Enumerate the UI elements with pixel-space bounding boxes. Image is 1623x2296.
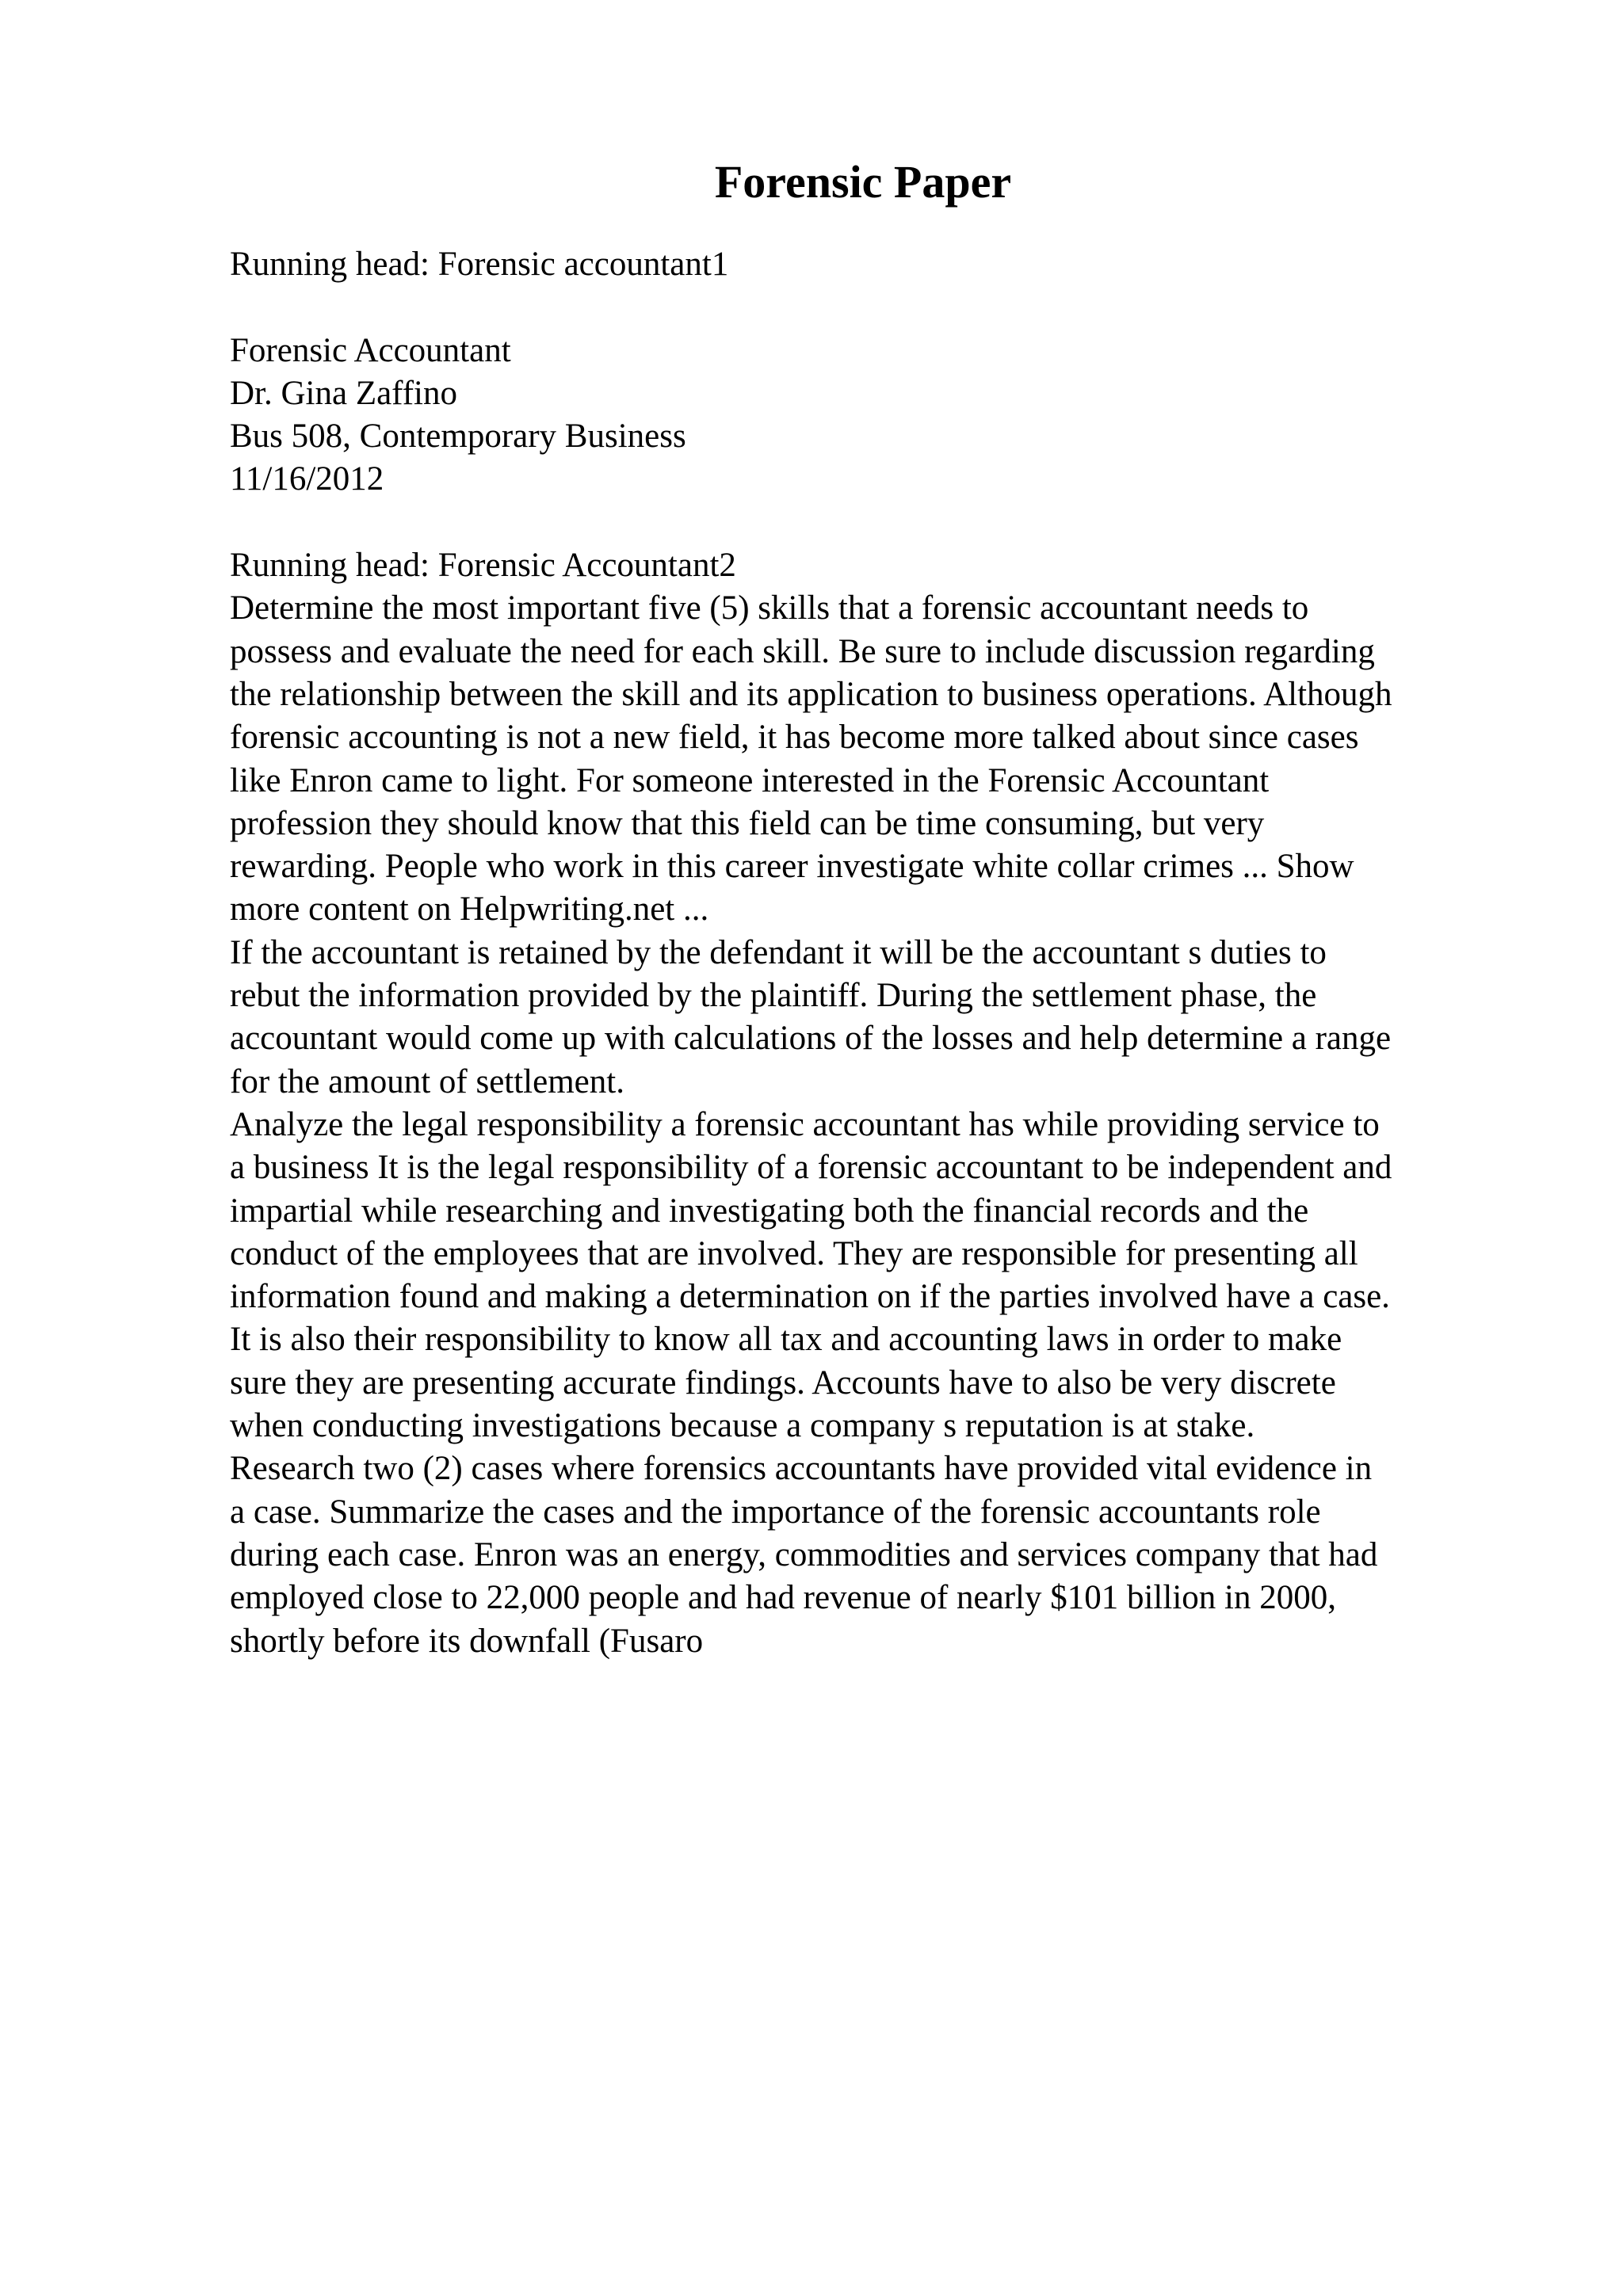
cover-block bbox=[230, 330, 1514, 502]
text-line: information found and making a determination on if the parties involved have a case. bbox=[230, 1278, 1390, 1316]
text-line: rewarding. People who work in this career investigate white collar crimes ... Show bbox=[230, 848, 1354, 886]
text-line: possess and evaluate the need for each skill. Be sure to include discussion regarding bbox=[230, 632, 1375, 670]
text-line: shortly before its downfall (Fusaro bbox=[230, 1622, 704, 1660]
text-line: for the amount of settlement. bbox=[230, 1062, 624, 1100]
text-line: rebut the information provided by the plaintiff. During the settlement phase, the bbox=[230, 977, 1317, 1015]
spacer bbox=[230, 502, 1514, 544]
document-title: Forensic Paper bbox=[714, 156, 1012, 208]
cover-line-course: Bus 508, Contemporary Business bbox=[230, 418, 686, 456]
text-line: Determine the most important five (5) skills that a forensic accountant needs to bbox=[230, 589, 1309, 627]
text-line: forensic accounting is not a new field, it has become more talked about since cases bbox=[230, 719, 1359, 757]
paragraph-defendant bbox=[230, 932, 1514, 1104]
text-line: Research two (2) cases where forensics accountants have provided vital evidence in bbox=[230, 1450, 1373, 1488]
paragraph-skills bbox=[230, 587, 1514, 931]
spacer bbox=[230, 286, 1514, 329]
text-line: conduct of the employees that are involved. They are responsible for presenting all bbox=[230, 1234, 1358, 1272]
cover-line-date: 11/16/2012 bbox=[230, 460, 384, 498]
text-line: If the accountant is retained by the defendant it will be the accountant s duties to bbox=[230, 933, 1327, 971]
text-line: during each case. Enron was an energy, commodities and services company that had bbox=[230, 1535, 1378, 1573]
paragraph-cases bbox=[230, 1447, 1514, 1662]
running-head-1: Running head: Forensic accountant1 bbox=[230, 246, 729, 283]
text-line: Analyze the legal responsibility a forensic accountant has while providing service to bbox=[230, 1105, 1380, 1143]
text-line: when conducting investigations because a company s reputation is at stake. bbox=[230, 1407, 1255, 1445]
text-line: It is also their responsibility to know all tax and accounting laws in order to make bbox=[230, 1321, 1342, 1359]
text-line: sure they are presenting accurate findings. Accounts have to also be very discrete bbox=[230, 1363, 1336, 1402]
cover-line-instructor: Dr. Gina Zaffino bbox=[230, 374, 457, 412]
text-line: employed close to 22,000 people and had revenue of nearly $101 billion in 2000, bbox=[230, 1579, 1336, 1617]
cover-line-title: Forensic Accountant bbox=[230, 331, 511, 369]
text-line: profession they should know that this field can be time consuming, but very bbox=[230, 804, 1265, 842]
text-line: the relationship between the skill and its application to business operations. Although bbox=[230, 675, 1392, 713]
document-body bbox=[230, 243, 1514, 1663]
text-line: more content on Helpwriting.net ... bbox=[230, 891, 709, 929]
paragraph-legal-responsibility bbox=[230, 1104, 1514, 1447]
text-line: accountant would come up with calculations of the losses and help determine a range bbox=[230, 1020, 1392, 1058]
text-line: a business It is the legal responsibility of a forensic accountant to be independent and bbox=[230, 1149, 1392, 1187]
running-head-2: Running head: Forensic Accountant2 bbox=[230, 547, 736, 585]
text-line: like Enron came to light. For someone interested in the Forensic Accountant bbox=[230, 761, 1270, 799]
text-line: impartial while researching and investigating both the financial records and the bbox=[230, 1192, 1309, 1230]
text-line: a case. Summarize the cases and the importance of the forensic accountants role bbox=[230, 1493, 1321, 1531]
